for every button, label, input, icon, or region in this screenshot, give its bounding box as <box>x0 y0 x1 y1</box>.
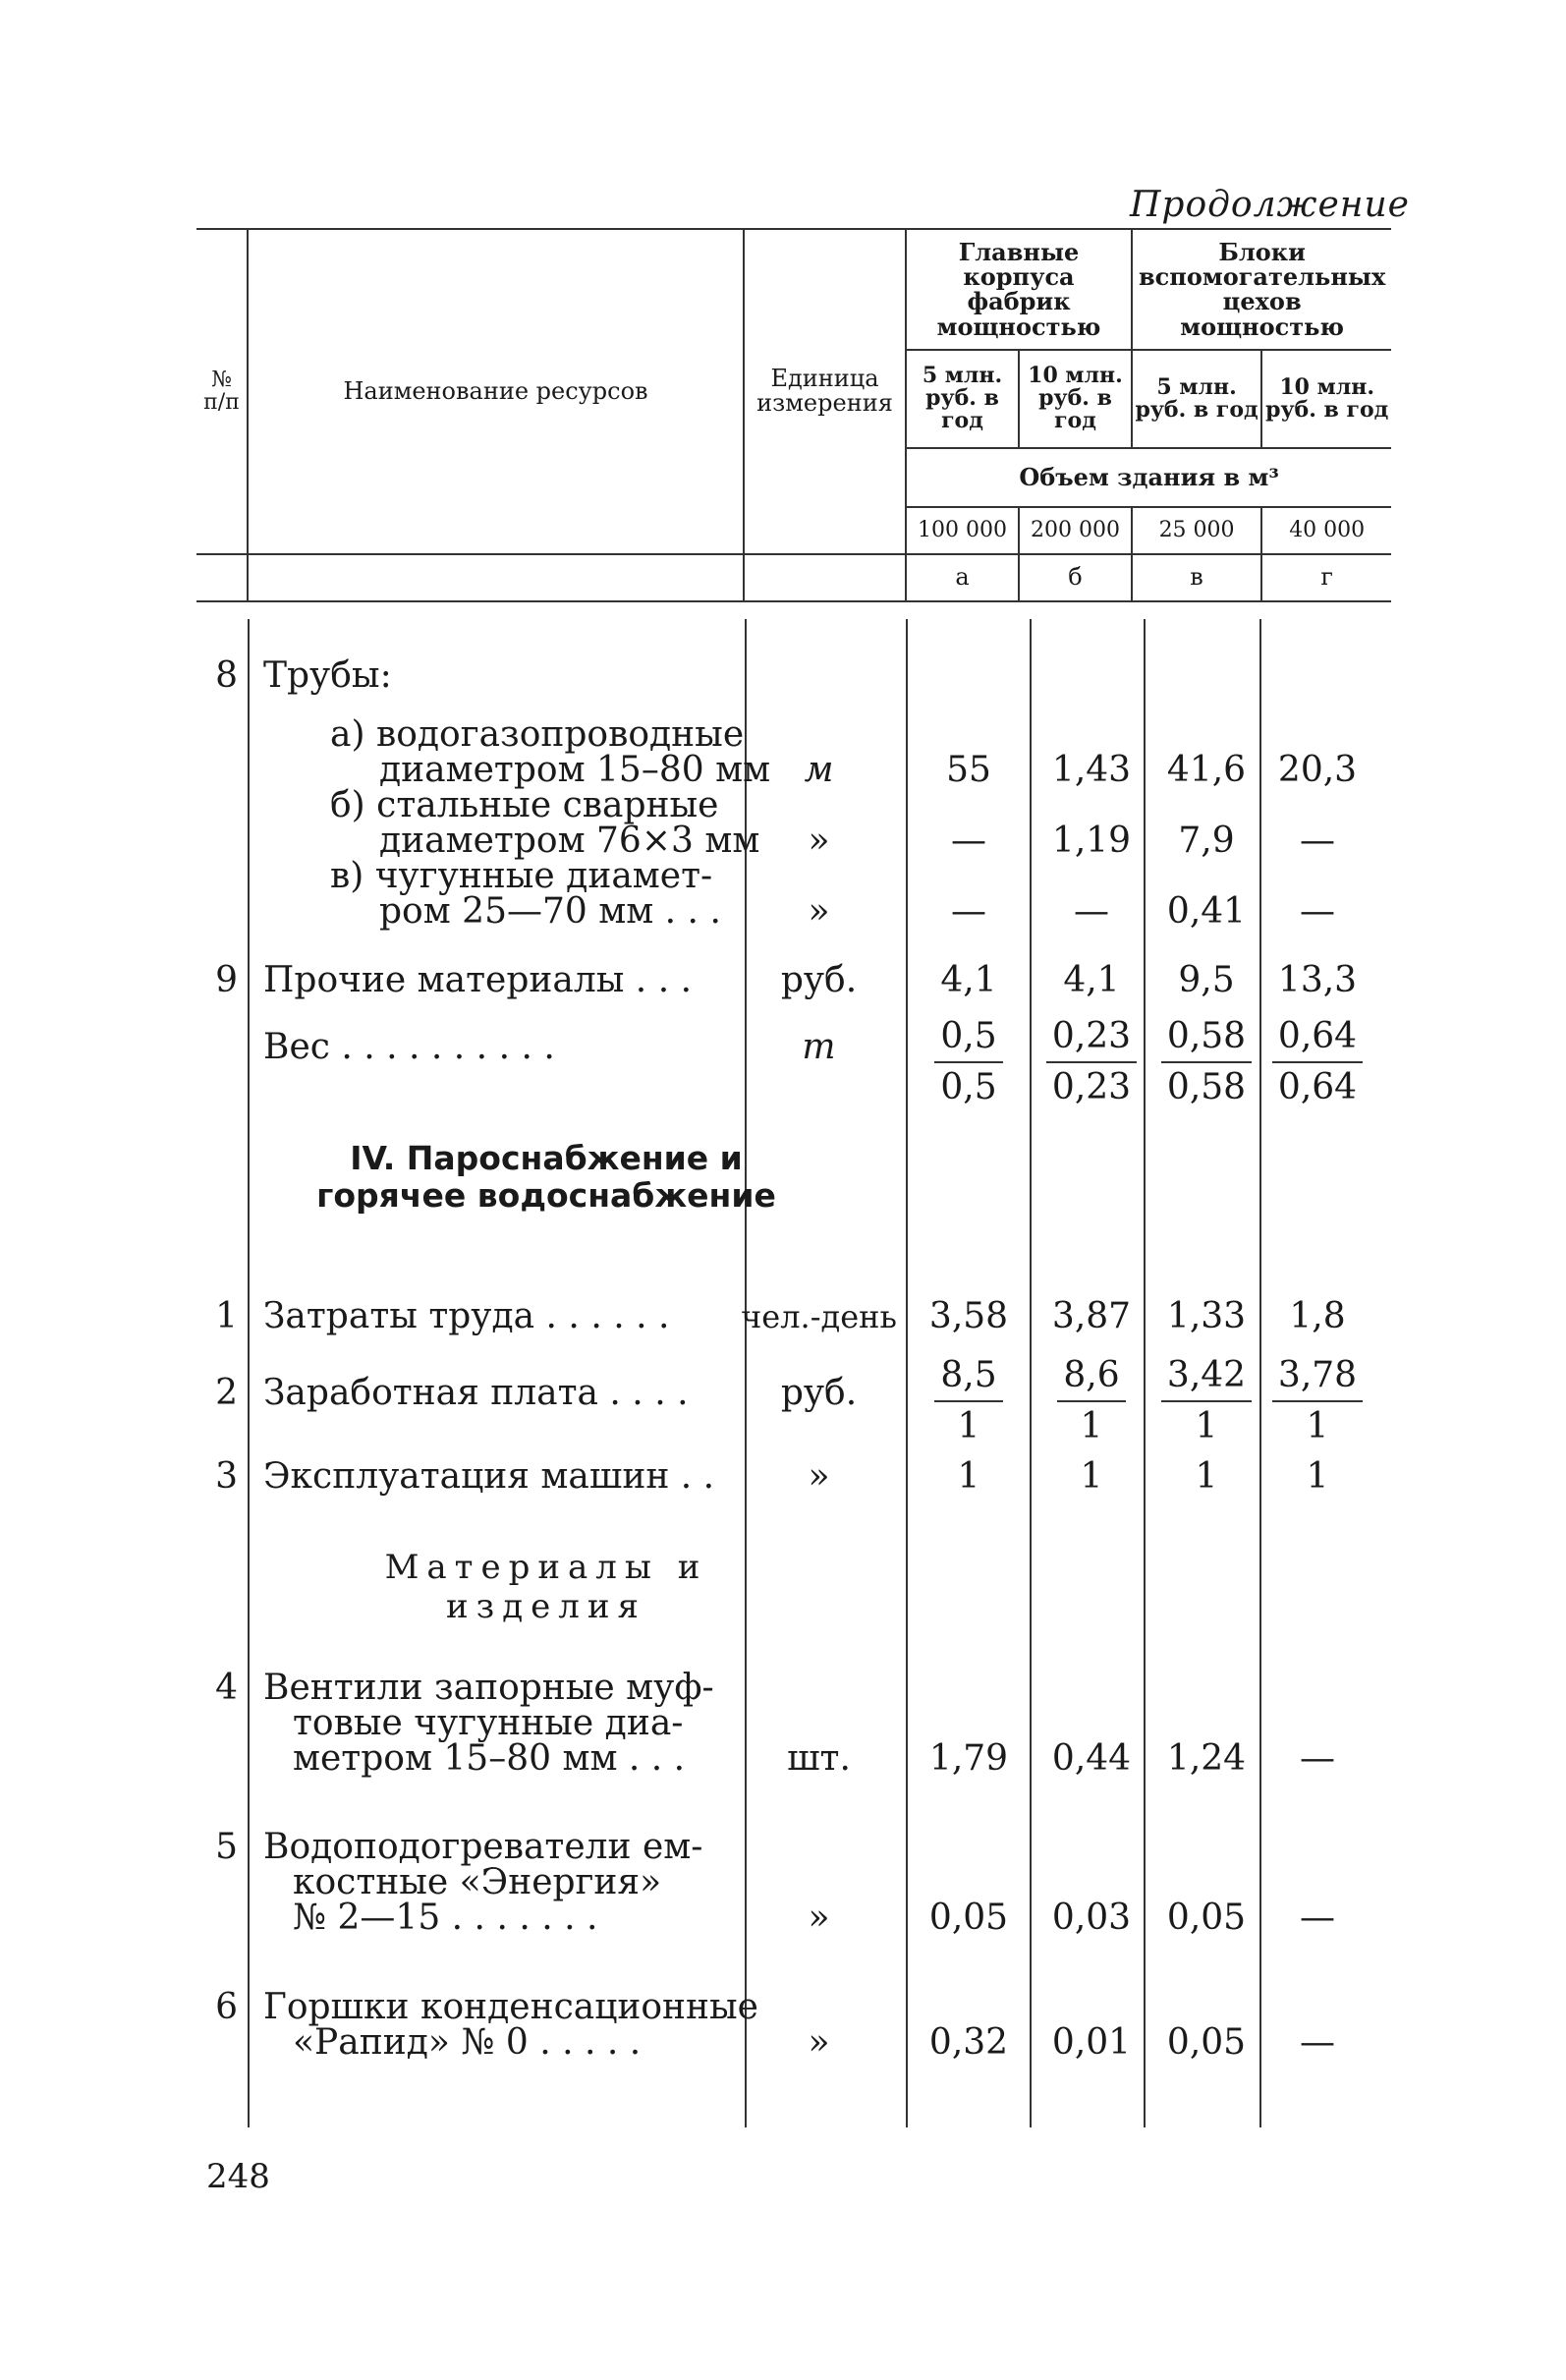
header-group-main: Главные корпуса фабрик мощностью <box>906 229 1132 350</box>
cell-b: 4,1 <box>1063 960 1120 1000</box>
cell-b: 1 <box>1080 1456 1103 1497</box>
cell-c: 1,33 <box>1166 1296 1247 1336</box>
cell-c: 0,41 <box>1166 891 1247 932</box>
fraction: $\frac{0,23}{0,23}$ <box>1046 1012 1137 1112</box>
cell-b: 0,44 <box>1051 1738 1132 1779</box>
cell-c: 0,05 <box>1166 2022 1247 2063</box>
cell-c: 9,5 <box>1178 960 1235 1000</box>
row-name: Вес . . . . . . . . . . <box>263 1027 555 1067</box>
row-name: Прочие материалы . . . <box>263 960 693 1000</box>
header-volume: Объем здания в м³ <box>906 448 1391 507</box>
row-name: «Рапид» № 0 . . . . . <box>293 2022 642 2063</box>
subsection-heading: Материалы и изделия <box>384 1548 708 1626</box>
cell-a: — <box>951 891 986 932</box>
header-letter-d: г <box>1261 554 1391 601</box>
header-blank-2 <box>248 554 744 601</box>
cell-a: 0,32 <box>928 2022 1009 2063</box>
fraction: $\frac{0,58}{0,58}$ <box>1161 1012 1252 1112</box>
fraction: $\frac{0,5}{0,5}$ <box>934 1012 1002 1112</box>
header-blank-1 <box>196 554 248 601</box>
row-unit: шт. <box>787 1738 851 1779</box>
row-name: товые чугунные диа- <box>293 1703 684 1743</box>
header-volume-b: 200 000 <box>1019 507 1132 554</box>
cell-d: 13,3 <box>1277 960 1358 1000</box>
fraction: $\frac{0,64}{0,64}$ <box>1272 1012 1363 1112</box>
row-name: а) водогазопроводные <box>330 714 745 755</box>
fraction: $\frac{8,6}{1}$ <box>1057 1351 1125 1451</box>
header-num: № п/п <box>196 229 248 554</box>
cell-d: 20,3 <box>1277 750 1358 790</box>
row-unit: чел.-день <box>741 1298 897 1335</box>
header-volume-a: 100 000 <box>906 507 1019 554</box>
page-number: 248 <box>206 2157 270 2196</box>
cell-c: 1 <box>1195 1456 1218 1497</box>
row-name: б) стальные сварные <box>330 785 719 825</box>
cell-c: 0,05 <box>1166 1898 1247 1938</box>
header-letter-a: а <box>906 554 1019 601</box>
row-unit: т <box>802 1027 836 1067</box>
fraction: $\frac{3,78}{1}$ <box>1272 1351 1363 1451</box>
cell-b: — <box>1074 891 1109 932</box>
cell-a: 4,1 <box>940 960 997 1000</box>
header-cap-d: 10 млн. руб. в год <box>1261 350 1391 448</box>
row-unit: » <box>808 1898 830 1938</box>
cell-a: 0,05 <box>928 1898 1009 1938</box>
header-group-aux: Блоки вспомогательных цехов мощностью <box>1132 229 1391 350</box>
row-name: диаметром 76×3 мм <box>379 821 760 861</box>
row-number: 2 <box>215 1373 238 1413</box>
header-letter-c: в <box>1132 554 1261 601</box>
header-letter-b: б <box>1019 554 1132 601</box>
row-number: 3 <box>215 1456 238 1497</box>
row-name: Горшки конденсационные <box>263 1987 758 2027</box>
row-number: 1 <box>215 1296 238 1336</box>
row-number: 9 <box>215 960 238 1000</box>
header-name: Наименование ресурсов <box>248 229 744 554</box>
cell-c: 7,9 <box>1178 821 1235 861</box>
cell-d: — <box>1300 1898 1335 1938</box>
cell-a: 1,79 <box>928 1738 1009 1779</box>
cell-d: 1,8 <box>1289 1296 1346 1336</box>
row-unit: руб. <box>780 1373 858 1413</box>
cell-a: 1 <box>957 1456 980 1497</box>
row-name: Трубы: <box>263 655 392 696</box>
header-blank-3 <box>744 554 906 601</box>
row-name: Затраты труда . . . . . . <box>263 1296 670 1336</box>
row-unit: м <box>804 750 834 790</box>
row-name: метром 15–80 мм . . . <box>293 1738 686 1779</box>
row-name: Водоподогреватели ем- <box>263 1827 703 1867</box>
table-body <box>202 619 1367 2127</box>
cell-b: 1,19 <box>1051 821 1132 861</box>
cell-d: — <box>1300 821 1335 861</box>
row-unit: » <box>808 891 830 932</box>
cell-b: 0,03 <box>1051 1898 1132 1938</box>
header-volume-d: 40 000 <box>1261 507 1391 554</box>
row-name: № 2—15 . . . . . . . <box>293 1898 598 1938</box>
row-unit: » <box>808 1456 830 1497</box>
row-unit: » <box>808 821 830 861</box>
header-cap-a: 5 млн. руб. в год <box>906 350 1019 448</box>
cell-b: 0,01 <box>1051 2022 1132 2063</box>
cell-a: 3,58 <box>928 1296 1009 1336</box>
header-unit: Единица измерения <box>744 229 906 554</box>
cell-d: — <box>1300 891 1335 932</box>
header-volume-c: 25 000 <box>1132 507 1261 554</box>
row-unit: » <box>808 2022 830 2063</box>
cell-c: 1,24 <box>1166 1738 1247 1779</box>
row-number: 4 <box>215 1668 238 1708</box>
cell-c: 41,6 <box>1166 750 1247 790</box>
row-name: Эксплуатация машин . . <box>263 1456 715 1497</box>
section-heading: IV. Пароснабжение и горячее водоснабжение <box>316 1139 776 1215</box>
row-number: 6 <box>215 1987 238 2027</box>
cell-b: 3,87 <box>1051 1296 1132 1336</box>
row-name: ром 25—70 мм . . . <box>379 891 721 932</box>
row-name: Вентили запорные муф- <box>263 1668 714 1708</box>
row-number: 5 <box>215 1827 238 1867</box>
table-header <box>196 228 1391 602</box>
cell-b: 1,43 <box>1051 750 1132 790</box>
header-cap-b: 10 млн. руб. в год <box>1019 350 1132 448</box>
col-divider <box>248 619 250 2127</box>
fraction: $\frac{8,5}{1}$ <box>934 1351 1002 1451</box>
row-name: в) чугунные диамет- <box>330 856 713 896</box>
row-unit: руб. <box>780 960 858 1000</box>
page-label: Продолжение <box>1130 185 1410 225</box>
header-cap-c: 5 млн. руб. в год <box>1132 350 1261 448</box>
cell-a: 55 <box>946 750 991 790</box>
row-name: Заработная плата . . . . <box>263 1373 689 1413</box>
cell-a: — <box>951 821 986 861</box>
cell-d: — <box>1300 1738 1335 1779</box>
row-name: диаметром 15–80 мм <box>379 750 771 790</box>
row-number: 8 <box>215 655 238 696</box>
row-name: костные «Энергия» <box>293 1862 662 1902</box>
fraction: $\frac{3,42}{1}$ <box>1161 1351 1252 1451</box>
cell-d: — <box>1300 2022 1335 2063</box>
cell-d: 1 <box>1306 1456 1329 1497</box>
